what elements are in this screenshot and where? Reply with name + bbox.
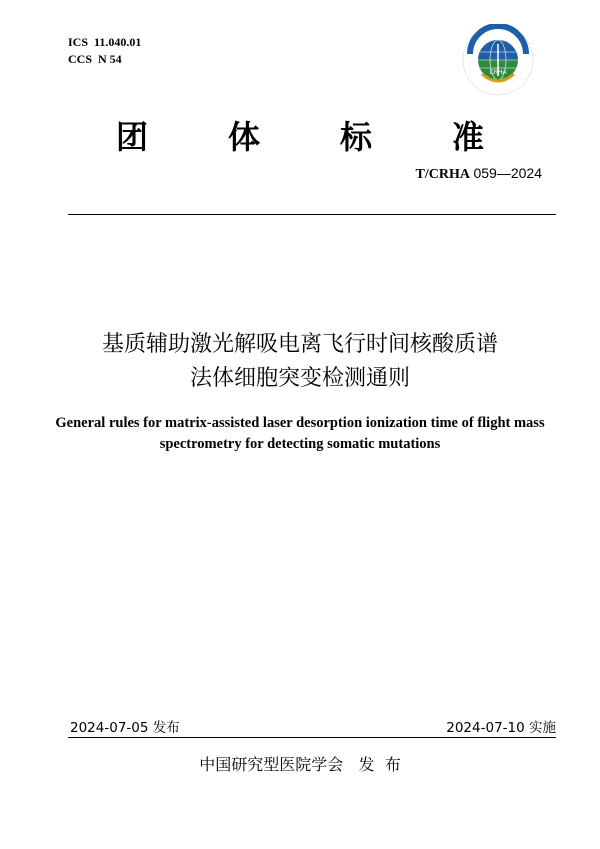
standard-type-heading — [0, 112, 600, 158]
ccs-code: CCS N 54 — [68, 52, 122, 66]
top-divider — [68, 214, 556, 215]
title-en-line: spectrometry for detecting somatic mutations — [159, 436, 441, 452]
issue-date: 2024-07-05 发布 — [70, 720, 180, 736]
crha-logo-icon — [462, 24, 534, 96]
classification-codes — [68, 34, 141, 68]
title-cn-line: 基质辅助激光解吸电离飞行时间核酸质谱 — [101, 332, 498, 357]
publisher: 中国研究型医院学会 发 布 — [199, 755, 401, 774]
title-english — [0, 413, 600, 455]
bottom-divider — [68, 737, 556, 738]
title-chinese — [0, 328, 600, 396]
heading-char: 准 — [452, 118, 485, 156]
title-en-line: General rules for matrix-assisted laser desorption ionization time of flight mass — [55, 415, 545, 431]
heading-char: 体 — [227, 118, 260, 156]
heading-char: 团 — [115, 118, 148, 156]
standard-number — [416, 165, 542, 183]
svg-text:CRHA: CRHA — [489, 70, 507, 76]
title-cn-line: 法体细胞突变检测通则 — [189, 366, 410, 391]
implementation-date: 2024-07-10 实施 — [446, 720, 556, 736]
standard-prefix: T/CRHA — [415, 167, 470, 182]
ics-code: ICS 11.040.01 — [68, 35, 142, 49]
heading-char: 标 — [340, 118, 373, 156]
standard-code: 059—2024 — [473, 165, 542, 181]
